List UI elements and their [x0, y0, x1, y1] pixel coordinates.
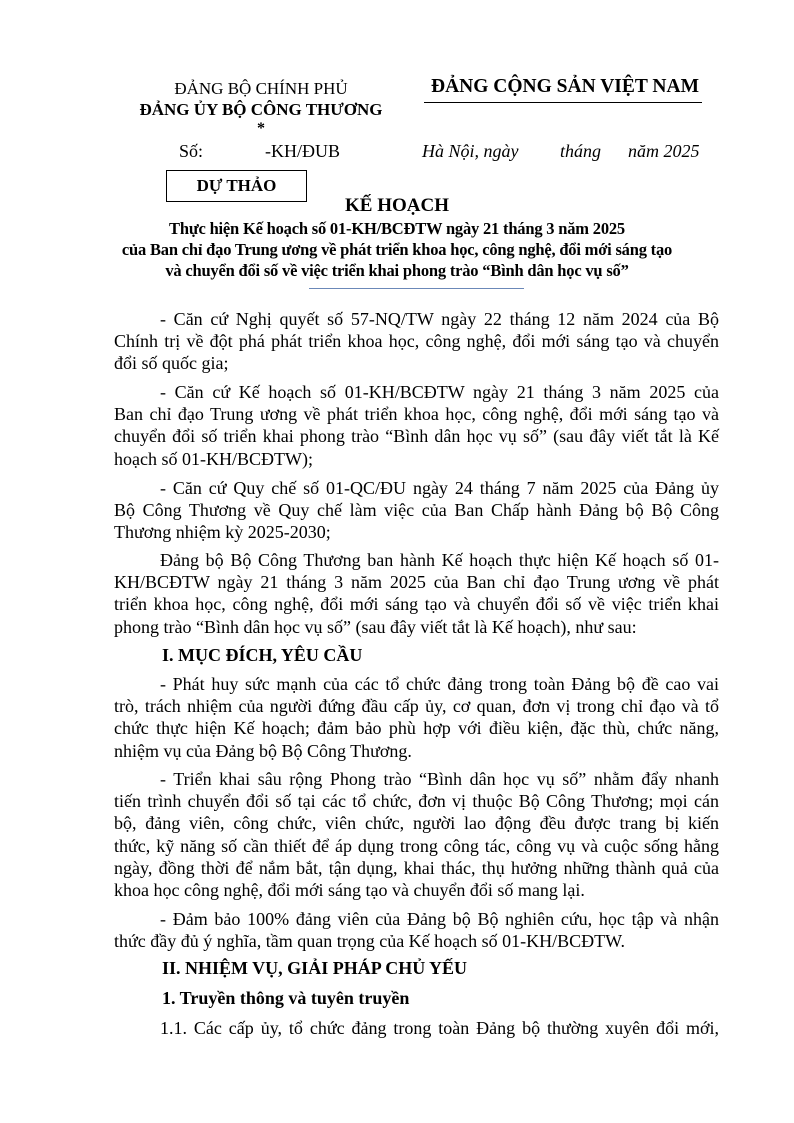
text-line: chức thực hiện Kế hoạch; đảm bảo phù hợp với điều kiện, đặc thù, chức năng, — [114, 718, 719, 739]
text-line: - Đảm bảo 100% đảng viên của Đảng bộ Bộ nghiên cứu, học tập và nhận — [160, 909, 719, 929]
text-line: Bộ Công Thương về Quy chế làm việc của Ban Chấp hành Đảng bộ Bộ Công — [114, 500, 719, 521]
text-line: chuyển đổi số triển khai phong trào “Bình dân học vụ số” (sau đây viết tắt là Kế — [114, 426, 719, 447]
document-subtitle-line-1: Thực hiện Kế hoạch số 01-KH/BCĐTW ngày 21 tháng 3 năm 2025 — [169, 219, 625, 238]
text-line: triển khoa học, công nghệ, đổi mới sáng tạo và chuyển đổi số về việc triển khai — [114, 594, 719, 615]
issuing-party-committee: ĐẢNG ỦY BỘ CÔNG THƯƠNG — [139, 100, 383, 119]
paragraph-task-1-1 — [114, 1017, 719, 1039]
text-line: KH/BCĐTW ngày 21 tháng 3 năm 2025 của Ban chỉ đạo Trung ương về phát — [114, 572, 719, 593]
document-subtitle-line-3: và chuyển đổi số về việc triển khai phong trào “Bình dân học vụ số” — [165, 261, 629, 280]
text-line: - Căn cứ Kế hoạch số 01-KH/BCĐTW ngày 21 tháng 3 năm 2025 của — [160, 382, 719, 402]
paragraph-purpose-2 — [114, 768, 719, 901]
text-line: Chính trị về đột phá phát triển khoa học, công nghệ, đổi mới sáng tạo và chuyển — [114, 331, 719, 352]
text-line: khoa học công nghệ, đổi mới sáng tạo và chuyển đổi số mang lại. — [114, 880, 585, 901]
party-name-underline — [424, 102, 702, 103]
paragraph-legal-basis-2 — [114, 381, 719, 470]
text-line: 1.1. Các cấp ủy, tổ chức đảng trong toàn Đảng bộ thường xuyên đổi mới, — [160, 1018, 719, 1038]
subsection-heading-communication: 1. Truyền thông và tuyên truyền — [162, 988, 410, 1008]
party-name: ĐẢNG CỘNG SẢN VIỆT NAM — [431, 76, 699, 97]
date-place: Hà Nội, ngày — [422, 141, 519, 161]
paragraph-purpose-1 — [114, 673, 719, 762]
paragraph-purpose-3 — [114, 908, 719, 952]
text-line: hoạch số 01-KH/BCĐTW); — [114, 448, 313, 469]
text-line: Ban chỉ đạo Trung ương về phát triển khoa học, công nghệ, đổi mới sáng tạo và — [114, 404, 719, 425]
document-subtitle-line-2: của Ban chỉ đạo Trung ương về phát triển khoa học, công nghệ, đổi mới sáng tạo — [121, 240, 673, 259]
document-number-suffix: -KH/ĐUB — [265, 141, 340, 161]
section-heading-purpose: I. MỤC ĐÍCH, YÊU CẦU — [162, 645, 363, 665]
text-line: ngày, đồng thời để nắm bắt, tận dụng, khai thác, thụ hưởng những thành quả của — [114, 857, 719, 878]
draft-stamp: DỰ THẢO — [166, 170, 307, 202]
text-line: tiến trình chuyển đổi số tại các tổ chức, đơn vị thuộc Bộ Công Thương; mọi cán — [114, 791, 719, 812]
text-line: nhiệm vụ của Đảng bộ Bộ Công Thương. — [114, 740, 412, 761]
text-line: thức, kỹ năng số cần thiết để áp dụng trong công tác, công vụ và cuộc sống hằng — [114, 835, 719, 856]
text-line: bộ, đảng viên, công chức, viên chức, người lao động đều được trang bị kiến — [114, 813, 719, 834]
paragraph-legal-basis-1 — [114, 308, 719, 375]
text-line: - Triển khai sâu rộng Phong trào “Bình dân học vụ số” nhằm đẩy nhanh — [160, 769, 719, 789]
text-line: phong trào “Bình dân học vụ số” (sau đây viết tắt là Kế hoạch), như sau: — [114, 616, 637, 637]
text-line: thức đầy đủ ý nghĩa, tầm quan trọng của Kế hoạch số 01-KH/BCĐTW. — [114, 931, 625, 952]
paragraph-legal-basis-3 — [114, 477, 719, 544]
section-heading-tasks: II. NHIỆM VỤ, GIẢI PHÁP CHỦ YẾU — [162, 958, 468, 978]
document-title: KẾ HOẠCH — [345, 195, 449, 216]
text-line: Đảng bộ Bộ Công Thương ban hành Kế hoạch thực hiện Kế hoạch số 01- — [160, 550, 719, 570]
document-number-label: Số: — [179, 141, 204, 161]
title-separator — [309, 288, 524, 289]
paragraph-introduction — [114, 549, 719, 638]
text-line: - Căn cứ Nghị quyết số 57-NQ/TW ngày 22 tháng 12 năm 2024 của Bộ — [160, 309, 719, 329]
date-month: tháng — [560, 141, 602, 161]
text-line: - Phát huy sức mạnh của các tổ chức đảng trong toàn Đảng bộ đề cao vai — [160, 674, 719, 694]
date-year: năm 2025 — [628, 141, 700, 161]
authority-star: * — [257, 120, 265, 137]
text-line: trò, trách nhiệm của người đứng đầu cấp ủy, cơ quan, đơn vị trong chỉ đạo và tổ — [114, 696, 719, 717]
text-line: đổi số quốc gia; — [114, 353, 229, 374]
text-line: - Căn cứ Quy chế số 01-QC/ĐU ngày 24 tháng 7 năm 2025 của Đảng ủy — [160, 478, 719, 498]
parent-party-committee: ĐẢNG BỘ CHÍNH PHỦ — [174, 79, 348, 98]
text-line: Thương nhiệm kỳ 2025-2030; — [114, 522, 331, 543]
